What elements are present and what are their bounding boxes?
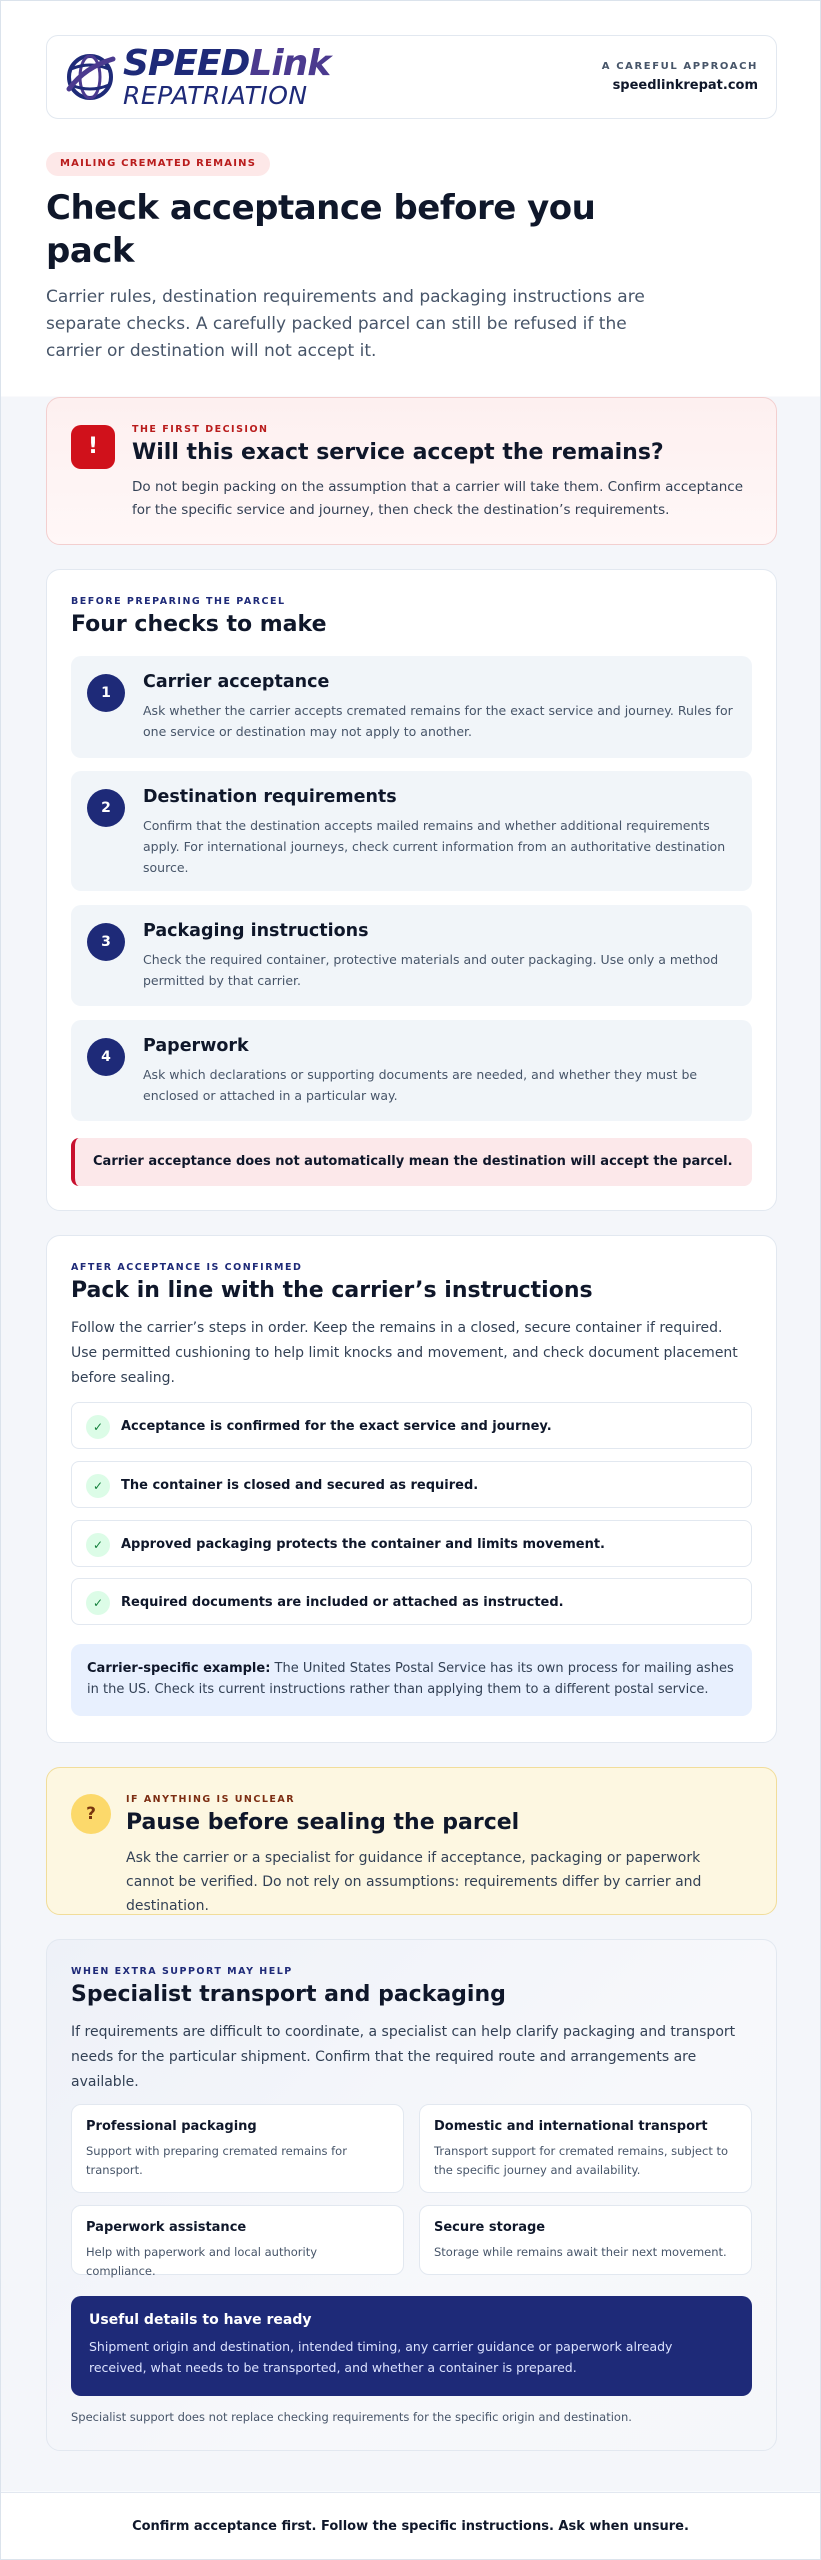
- step-title: Packaging instructions: [143, 921, 369, 941]
- site-header: [46, 35, 777, 119]
- checklist-text: Acceptance is confirmed for the exact service and journey.: [121, 1419, 552, 1434]
- step-description: Check the required container, protective materials and outer packaging. Use only a method permitted by that carrier.: [143, 952, 719, 988]
- step-title: Carrier acceptance: [143, 672, 330, 692]
- site-link[interactable]: speedlinkrepat.com: [612, 78, 758, 93]
- globe-logo-icon: [65, 49, 117, 105]
- specialist-card: [46, 1939, 777, 2451]
- logo-word-repatriation: REPATRIATION: [123, 81, 308, 110]
- details-text: Shipment origin and destination, intended timing, any carrier guidance or paperwork already received, what needs to be transported, and whether a container is prepared.: [89, 2339, 673, 2375]
- tile-title: Secure storage: [434, 2220, 546, 2235]
- pack-intro: Follow the carrier’s steps in order. Keep the remains in a closed, secure container if required. Use permitted cushioning to help limit knocks and movement, and check document placement before sealing.: [71, 1320, 738, 1386]
- specialist-eyebrow: WHEN EXTRA SUPPORT MAY HELP: [71, 1966, 293, 1977]
- pack-instructions-card: [46, 1235, 777, 1743]
- logo-word-link: Link: [249, 43, 331, 84]
- first-decision-card: [46, 397, 777, 545]
- checklist-text: Required documents are included or attached as instructed.: [121, 1595, 564, 1610]
- decision-eyebrow: THE FIRST DECISION: [132, 424, 269, 435]
- check-step-paperwork: [71, 1020, 752, 1121]
- service-tile-paperwork: [71, 2205, 404, 2278]
- step-title: Paperwork: [143, 1036, 249, 1056]
- checks-title: Four checks to make: [71, 612, 327, 637]
- step-description: Ask which declarations or supporting documents are needed, and whether they must be enclosed or attached in a particular way.: [143, 1067, 698, 1103]
- checklist-text: The container is closed and secured as required.: [121, 1478, 479, 1493]
- specialist-note: Specialist support does not replace checking requirements for the specific origin and destination.: [71, 2410, 632, 2424]
- header-tagline: A CAREFUL APPROACH: [601, 61, 758, 72]
- checks-eyebrow: BEFORE PREPARING THE PARCEL: [71, 596, 286, 607]
- service-tile-transport: [419, 2104, 752, 2193]
- four-checks-card: [46, 569, 777, 1211]
- tile-description: Help with paperwork and local authority compliance.: [86, 2245, 318, 2278]
- step-number: 1: [87, 674, 125, 712]
- step-title: Destination requirements: [143, 787, 397, 807]
- checkmark-icon: ✓: [86, 1533, 110, 1557]
- checkmark-icon: ✓: [86, 1591, 110, 1615]
- tile-description: Support with preparing cremated remains for transport.: [86, 2144, 347, 2177]
- tile-title: Paperwork assistance: [86, 2220, 247, 2235]
- decision-title: Will this exact service accept the remains?: [132, 440, 664, 465]
- acceptance-warning: Carrier acceptance does not automatically mean the destination will accept the parcel.: [71, 1138, 752, 1186]
- specialist-title: Specialist transport and packaging: [71, 1982, 506, 2007]
- check-step-carrier: [71, 656, 752, 758]
- details-title: Useful details to have ready: [89, 2312, 312, 2328]
- checklist-item: [71, 1461, 752, 1508]
- check-step-packaging: [71, 905, 752, 1006]
- pause-card: [46, 1767, 777, 1915]
- step-description: Confirm that the destination accepts mailed remains and whether additional requirements apply. For international journeys, check current information from an authoritative destination source.: [143, 818, 726, 875]
- check-step-destination: [71, 771, 752, 891]
- logo[interactable]: [65, 43, 331, 110]
- tile-title: Professional packaging: [86, 2119, 257, 2134]
- carrier-example-note: [71, 1644, 752, 1716]
- pause-title: Pause before sealing the parcel: [126, 1810, 520, 1835]
- specialist-intro: If requirements are difficult to coordinate, a specialist can help clarify packaging and transport needs for the particular shipment. Confirm that the required route and arrangements are available.: [71, 2024, 736, 2090]
- pause-eyebrow: IF ANYTHING IS UNCLEAR: [126, 1794, 296, 1805]
- example-label: Carrier-specific example:: [87, 1661, 271, 1676]
- step-number: 3: [87, 923, 125, 961]
- checklist-item: [71, 1520, 752, 1567]
- page-title: Check acceptance before you pack: [46, 188, 596, 271]
- service-tile-packaging: [71, 2104, 404, 2193]
- pack-eyebrow: AFTER ACCEPTANCE IS CONFIRMED: [71, 1262, 303, 1273]
- step-number: 4: [87, 1038, 125, 1076]
- checklist-item: [71, 1402, 752, 1449]
- tile-description: Transport support for cremated remains, subject to the specific journey and availability.: [434, 2144, 729, 2177]
- page-subtitle: Carrier rules, destination requirements and packaging instructions are separate checks. A carefully packed parcel can still be refused if the carrier or destination will not accept it.: [46, 287, 645, 361]
- decision-text: Do not begin packing on the assumption that a carrier will take them. Confirm acceptance for the specific service and journey, then check the destination’s requirements.: [132, 479, 744, 518]
- checkmark-icon: ✓: [86, 1474, 110, 1498]
- page-footer: Confirm acceptance first. Follow the specific instructions. Ask when unsure.: [1, 2492, 820, 2560]
- useful-details-box: [71, 2296, 752, 2396]
- step-description: Ask whether the carrier accepts cremated remains for the exact service and journey. Rules for one service or destination may not apply to another.: [143, 703, 733, 739]
- question-icon: ?: [71, 1794, 111, 1834]
- pause-text: Ask the carrier or a specialist for guidance if acceptance, packaging or paperwork cannot be verified. Do not rely on assumptions: requirements differ by carrier and destination.: [126, 1850, 702, 1914]
- checklist-item: [71, 1578, 752, 1625]
- step-number: 2: [87, 789, 125, 827]
- checklist-text: Approved packaging protects the container and limits movement.: [121, 1537, 605, 1552]
- tile-title: Domestic and international transport: [434, 2119, 708, 2134]
- service-tile-storage: [419, 2205, 752, 2275]
- checkmark-icon: ✓: [86, 1415, 110, 1439]
- example-text: The United States Postal Service has its own process for mailing ashes in the US. Check its current instructions rather than applying them to a different postal service.: [87, 1661, 734, 1697]
- logo-word-speed: SPEED: [123, 43, 250, 84]
- pack-title: Pack in line with the carrier’s instructions: [71, 1278, 593, 1303]
- tile-description: Storage while remains await their next movement.: [434, 2245, 727, 2259]
- topic-pill: MAILING CREMATED REMAINS: [46, 152, 270, 176]
- exclamation-icon: !: [71, 425, 115, 469]
